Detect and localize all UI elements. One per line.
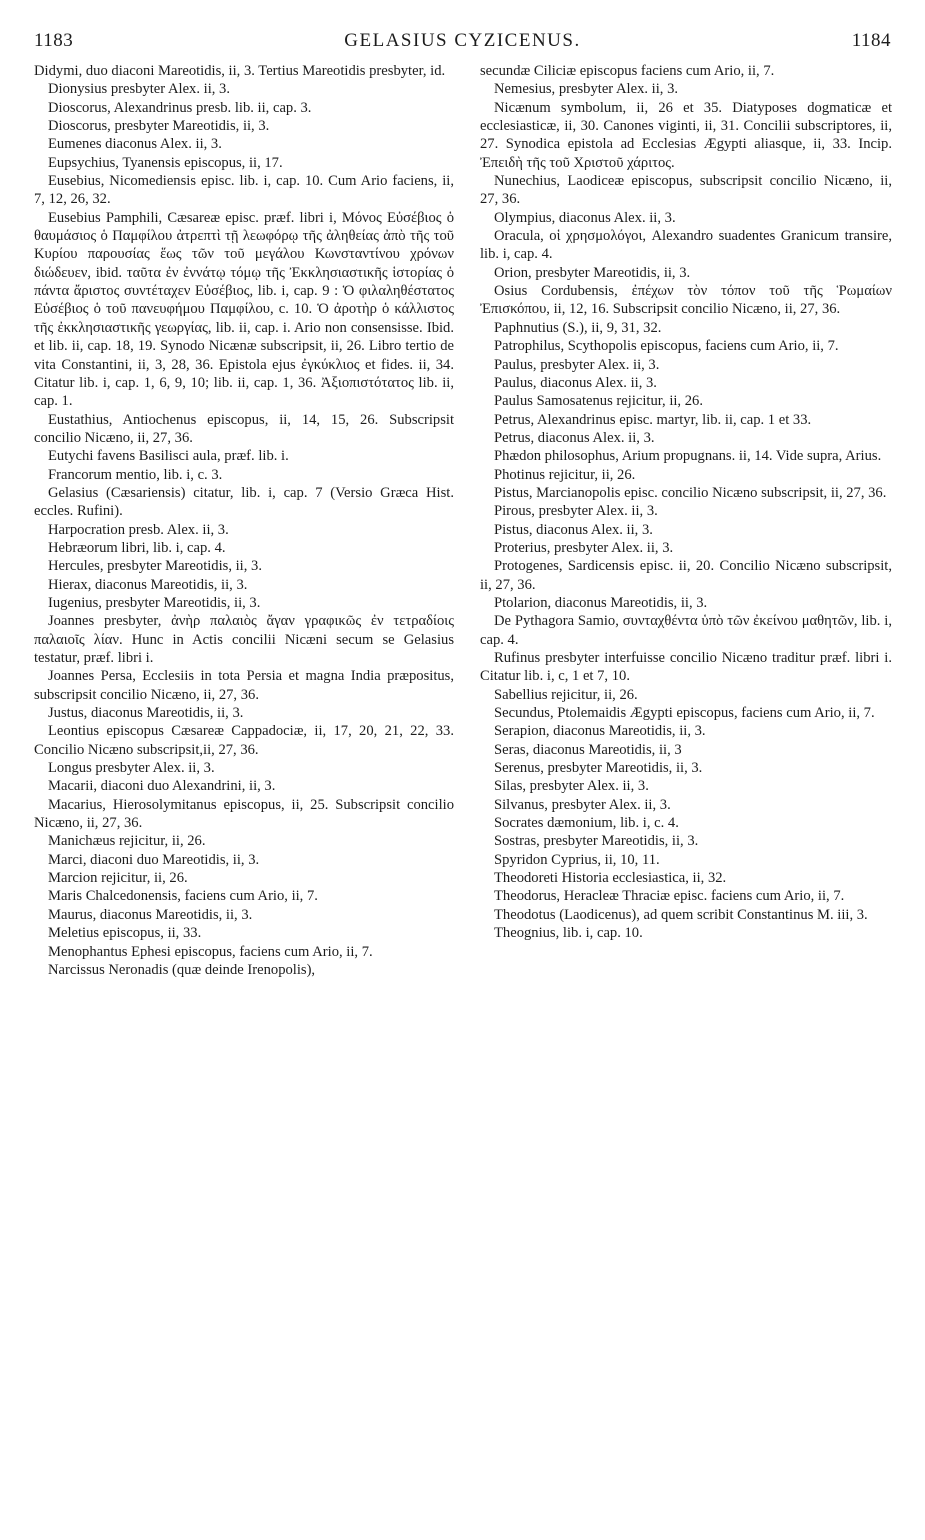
index-entry: Joannes presbyter, ἀνὴρ παλαιὸς ἄγαν γραφικῶς ἐν τετραδίοις παλαιοῖς λίαν. Hunc in Actis concilii Nicæni secum se Gelasius testatur, præf. libri i.: [34, 613, 454, 666]
index-entry: Theognius, lib. i, cap. 10.: [494, 925, 643, 942]
index-entry: Theodorus, Heracleæ Thraciæ episc. faciens cum Ario, ii, 7.: [494, 888, 845, 905]
index-entry: Hierax, diaconus Mareotidis, ii, 3.: [48, 576, 248, 593]
index-entry: Iugenius, presbyter Mareotidis, ii, 3.: [48, 594, 261, 611]
running-header: [34, 30, 891, 60]
index-entry: Serenus, presbyter Mareotidis, ii, 3.: [494, 760, 703, 777]
index-entry: Eusebius Pamphili, Cæsareæ episc. præf. libri i, Μόνος Εὐσέβιος ὁ θαυμάσιος ὁ Παμφίλου ἀτρεπτὶ τῇ λεωφόρῳ τῆς ἀληθείας ἀπὸ τῆς τοῦ Κυρίου παρουσίας ἕως τῶν τοῦ μεγάλου Κωνσταντίνου χρόνων διώδευεν, ibid. ταῦτα ἐν ἐννάτῳ τόμῳ τῆς Ἐκκλησιαστικῆς ἱστορίας ὁ πάντα ἄριστος συντέταχεν Εὐσέβιος, lib. i, cap. 9 : Ὁ φιλαληθέστατος Εὐσέβιος ὁ τοῦ πανευφήμου Παμφίλου, c. 10. Ὁ ἀροτὴρ ὁ κάλλιστος τῆς ἐκκλησιαστικῆς γεωργίας, lib. ii, cap. i. Ario non consensisse. Ibid. et lib. ii, cap. 18, 19. Synodo Nicænæ subscripsit, ii, 26. Libro tertio de vita Constantini, ii, 3, 28, 36. Epistola ejus ἐγκύκλιος et fides. ii, 34. Citatur lib. i, cap. 1, 6, 9, 10; lib. ii, cap. 1, 36. Ἀξιοπιστότατος lib. ii, cap. 1.: [34, 209, 454, 410]
index-entry: Theodoreti Historia ecclesiastica, ii, 32.: [494, 870, 727, 887]
index-entry: Pistus, Marcianopolis episc. concilio Nicæno subscripsit, ii, 27, 36.: [494, 484, 887, 501]
index-entry: Rufinus presbyter interfuisse concilio Nicæno traditur præf. libri i. Citatur lib. i, c, 1 et 7, 10.: [480, 650, 892, 685]
index-entry: Hercules, presbyter Mareotidis, ii, 3.: [48, 558, 262, 575]
index-entry: Nicænum symbolum, ii, 26 et 35. Diatyposes dogmaticæ et ecclesiasticæ, ii, 30. Canones viginti, ii, 31. Concilii subscriptores, ii, 27. Synodica epistola ad Ecclesias Ægypti aliasque, ii, 33. Incip. Ἐπειδὴ τῆς τοῦ Χριστοῦ χάριτος.: [480, 99, 892, 171]
index-entry: Patrophilus, Scythopolis episcopus, faciens cum Ario, ii, 7.: [494, 338, 839, 355]
index-entry: Harpocration presb. Alex. ii, 3.: [48, 521, 229, 538]
index-entry: Menophantus Ephesi episcopus, faciens cum Ario, ii, 7.: [48, 943, 373, 960]
index-entry: Longus presbyter Alex. ii, 3.: [48, 760, 215, 777]
index-entry: Sabellius rejicitur, ii, 26.: [494, 686, 638, 703]
index-entry: Francorum mentio, lib. i, c. 3.: [48, 466, 223, 483]
index-entry: Petrus, Alexandrinus episc. martyr, lib. ii, cap. 1 et 33.: [494, 411, 812, 428]
index-entry: Leontius episcopus Cæsareæ Cappadociæ, ii, 17, 20, 21, 22, 33. Concilio Nicæno subscripsit,ii, 27, 36.: [34, 723, 454, 758]
index-entry: Paulus, diaconus Alex. ii, 3.: [494, 374, 657, 391]
index-entry: secundæ Ciliciæ episcopus faciens cum Ario, ii, 7.: [480, 63, 775, 79]
index-entry: Spyridon Cyprius, ii, 10, 11.: [494, 851, 660, 868]
index-entry: Osius Cordubensis, ἐπέχων τὸν τόπον τοῦ τῆς Ῥωμαίων Ἐπισκόπου, ii, 12, 16. Subscripsit concilio Nicæno, ii, 27, 36.: [480, 283, 892, 318]
index-entry: Eustathius, Antiochenus episcopus, ii, 14, 15, 26. Subscripsit concilio Nicæno, ii, 27, 36.: [34, 411, 454, 446]
index-entry: Protogenes, Sardicensis episc. ii, 20. Concilio Nicæno subscripsit, ii, 27, 36.: [480, 558, 892, 593]
index-entry: Pistus, diaconus Alex. ii, 3.: [494, 521, 653, 538]
running-title: GELASIUS CYZICENUS.: [344, 30, 581, 51]
index-entry: Dionysius presbyter Alex. ii, 3.: [48, 81, 231, 98]
index-entry: Dioscorus, presbyter Mareotidis, ii, 3.: [48, 118, 270, 135]
index-entry: Marci, diaconi duo Mareotidis, ii, 3.: [48, 851, 260, 868]
index-entry: Maris Chalcedonensis, faciens cum Ario, ii, 7.: [48, 888, 318, 905]
page-number-right: 1184: [851, 30, 891, 51]
index-entry: Eupsychius, Tyanensis episcopus, ii, 17.: [48, 154, 283, 171]
right-column: [480, 62, 892, 943]
index-entry: Proterius, presbyter Alex. ii, 3.: [494, 539, 674, 556]
index-entry: Joannes Persa, Ecclesiis in tota Persia et magna India præpositus, subscripsit concilio Nicæno, ii, 27, 36.: [34, 668, 454, 703]
index-entry: Marcion rejicitur, ii, 26.: [48, 870, 188, 887]
index-entry: Petrus, diaconus Alex. ii, 3.: [494, 429, 655, 446]
index-entry: Paphnutius (S.), ii, 9, 31, 32.: [494, 319, 662, 336]
index-entry: Narcissus Neronadis (quæ deinde Irenopolis),: [48, 961, 316, 978]
page-number-left: 1183: [34, 30, 74, 51]
index-entry: Seras, diaconus Mareotidis, ii, 3: [494, 741, 682, 758]
index-entry: Dioscorus, Alexandrinus presb. lib. ii, cap. 3.: [48, 99, 312, 116]
index-entry: Paulus Samosatenus rejicitur, ii, 26.: [494, 393, 703, 410]
index-entry: Paulus, presbyter Alex. ii, 3.: [494, 356, 660, 373]
index-entry: Olympius, diaconus Alex. ii, 3.: [494, 209, 676, 226]
index-entry: De Pythagora Samio, συνταχθέντα ὑπὸ τῶν ἐκείνου μαθητῶν, lib. i, cap. 4.: [480, 613, 892, 648]
index-entry: Nemesius, presbyter Alex. ii, 3.: [494, 81, 679, 98]
index-entry: Secundus, Ptolemaidis Ægypti episcopus, faciens cum Ario, ii, 7.: [494, 705, 875, 722]
index-entry: Photinus rejicitur, ii, 26.: [494, 466, 636, 483]
index-entry: Oracula, οἱ χρησμολόγοι, Alexandro suadentes Granicum transire, lib. i, cap. 4.: [480, 228, 892, 263]
index-entry: Justus, diaconus Mareotidis, ii, 3.: [48, 705, 244, 722]
index-entry: Nunechius, Laodiceæ episcopus, subscripsit concilio Nicæno, ii, 27, 36.: [480, 173, 892, 208]
index-entry: Orion, presbyter Mareotidis, ii, 3.: [494, 264, 691, 281]
index-entry: Manichæus rejicitur, ii, 26.: [48, 833, 206, 850]
index-entry: Eumenes diaconus Alex. ii, 3.: [48, 136, 222, 153]
index-entry: Maurus, diaconus Mareotidis, ii, 3.: [48, 906, 253, 923]
index-entry: Silas, presbyter Alex. ii, 3.: [494, 778, 649, 795]
index-entry: Eusebius, Nicomediensis episc. lib. i, cap. 10. Cum Ario faciens, ii, 7, 12, 26, 32.: [34, 173, 454, 208]
index-entry: Socrates dæmonium, lib. i, c. 4.: [494, 815, 679, 832]
index-entry: Meletius episcopus, ii, 33.: [48, 925, 202, 942]
index-entry: Silvanus, presbyter Alex. ii, 3.: [494, 796, 671, 813]
index-entry: Ptolarion, diaconus Mareotidis, ii, 3.: [494, 594, 708, 611]
index-entry: Eutychi favens Basilisci aula, præf. lib. i.: [48, 448, 289, 465]
index-entry: Pirous, presbyter Alex. ii, 3.: [494, 503, 658, 520]
index-entry: Macarii, diaconi duo Alexandrini, ii, 3.: [48, 778, 276, 795]
index-entry: Didymi, duo diaconi Mareotidis, ii, 3. Tertius Mareotidis presbyter, id.: [34, 63, 446, 79]
index-entry: Macarius, Hierosolymitanus episcopus, ii, 25. Subscripsit concilio Nicæno, ii, 27, 36.: [34, 796, 454, 832]
index-entry: Theodotus (Laodicenus), ad quem scribit Constantinus M. iii, 3.: [494, 906, 868, 923]
index-entry: Gelasius (Cæsariensis) citatur, lib. i, cap. 7 (Versio Græca Hist. eccles. Rufini).: [34, 484, 454, 520]
left-column: [34, 62, 454, 979]
index-entry: Serapion, diaconus Mareotidis, ii, 3.: [494, 723, 706, 740]
index-entry: Hebræorum libri, lib. i, cap. 4.: [48, 539, 226, 556]
index-entry: Phædon philosophus, Arium propugnans. ii, 14. Vide supra, Arius.: [494, 448, 882, 465]
index-entry: Sostras, presbyter Mareotidis, ii, 3.: [494, 833, 699, 850]
